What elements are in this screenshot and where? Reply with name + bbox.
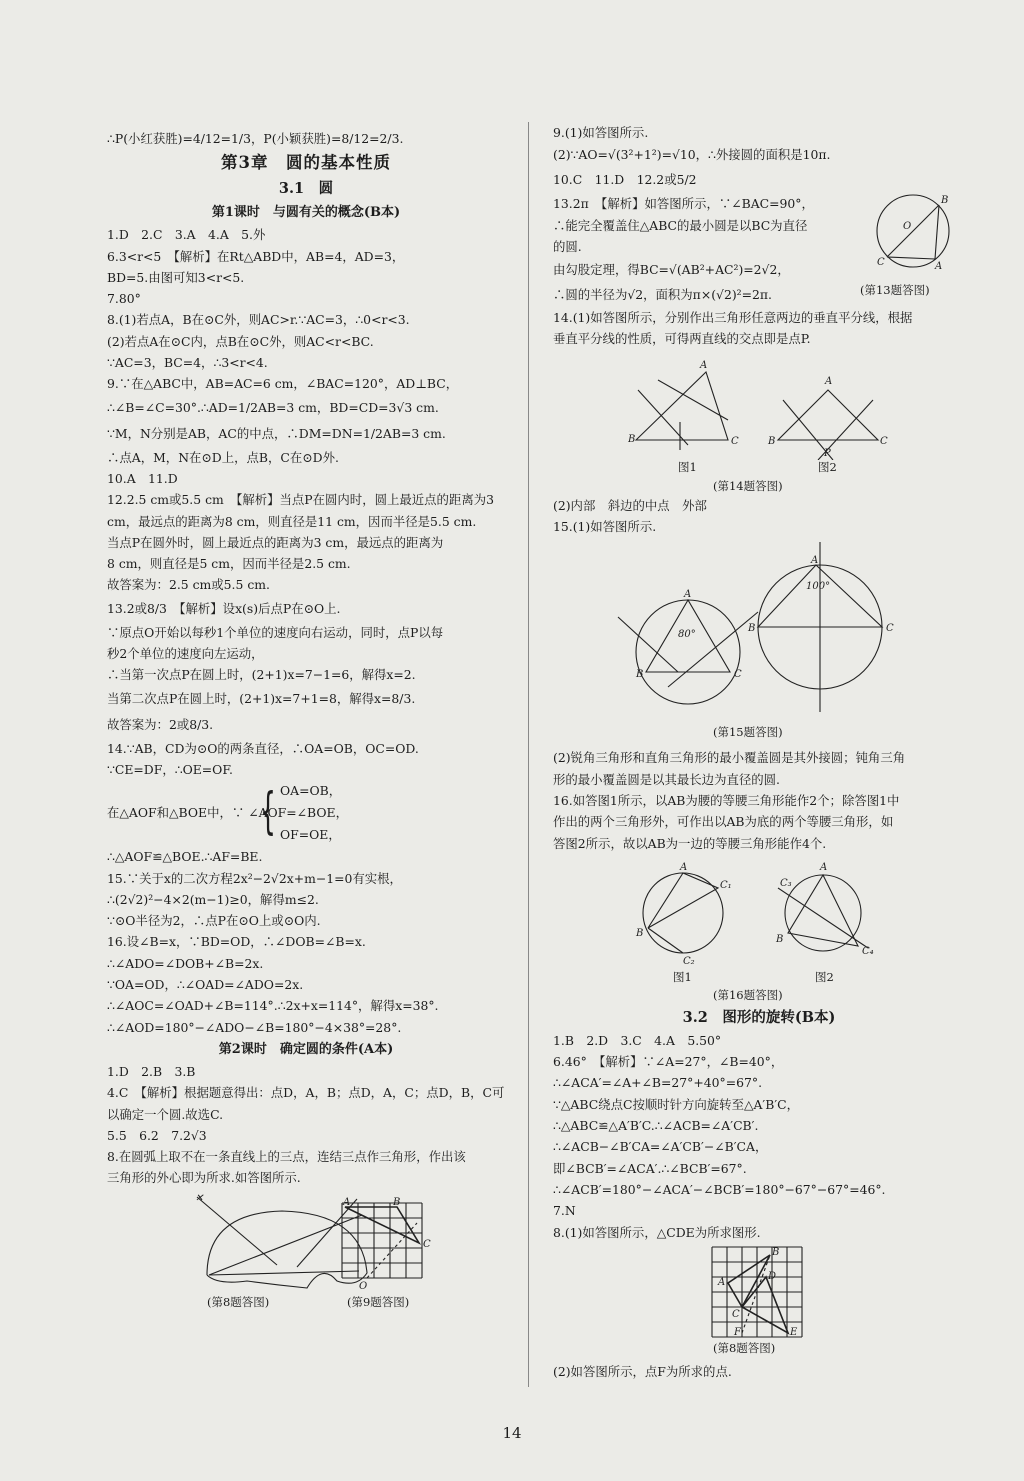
figure-caption: (第16题答图) [713, 987, 783, 1002]
text-line: cm，最远点的距离为8 cm，则直径是11 cm，因而半径是5.5 cm. [107, 513, 477, 529]
svg-text:D: D [768, 1270, 777, 1282]
left-figures [107, 1193, 505, 1313]
text-line: 16.设∠B=x，∵BD=OD，∴∠DOB=∠B=x. [107, 934, 366, 950]
text-line: 垂直平分线的性质，可得两直线的交点即是点P. [553, 331, 811, 347]
svg-text:A: A [684, 589, 692, 601]
column-divider [528, 122, 529, 1387]
svg-text:80°: 80° [678, 629, 696, 641]
figure-caption: (第13题答图) [860, 283, 930, 298]
svg-text:C₂: C₂ [683, 955, 695, 967]
left-column [107, 122, 505, 1313]
svg-text:O: O [359, 1280, 368, 1292]
svg-text:C: C [877, 257, 885, 269]
text-line: 6.3<r<5 【解析】在Rt△ABD中，AB=4，AD=3， [107, 248, 405, 264]
svg-text:C: C [731, 435, 739, 447]
text-line: 6.46° 【解析】∵∠A=27°，∠B=40°， [553, 1054, 784, 1070]
lesson-title: 第1课时 与圆有关的概念(B本) [211, 205, 401, 221]
text-line: 1.B 2.D 3.C 4.A 5.50° [553, 1032, 722, 1048]
q16-figure [553, 854, 965, 1004]
svg-text:B: B [636, 669, 644, 681]
text-line: ∴(2√2)²−4×2(m−1)≥0，解得m≤2. [107, 891, 319, 907]
text-line: ∴∠ACB−∠B′CA=∠A′CB′−∠B′CA， [553, 1139, 768, 1155]
text-line: 的圆. [553, 238, 582, 254]
grid [342, 1203, 422, 1278]
page-number: 14 [502, 1424, 522, 1442]
svg-text:A: A [700, 359, 708, 371]
text-line: (2)∵AO=√(3²+1²)=√10，∴外接圆的面积是10π. [553, 147, 831, 163]
section-title: 3.1 圆 [278, 180, 334, 198]
svg-text:C: C [886, 623, 894, 635]
text-line: ∵原点O开始以每秒1个单位的速度向右运动，同时，点P以每 [107, 624, 444, 640]
text-line: ∴圆的半径为√2，面积为π×(√2)²=2π. [553, 287, 772, 303]
svg-text:P: P [824, 447, 831, 459]
svg-text:A: A [935, 261, 943, 273]
figure-label: 图2 [815, 969, 834, 984]
svg-text:B: B [941, 195, 949, 207]
figure-caption: (第14题答图) [713, 478, 783, 493]
text-line: 作出的两个三角形外，可作出以AB为底的两个等腰三角形，如 [553, 814, 894, 830]
text-line: 14.∵AB，CD为⊙O的两条直径，∴OA=OB，OC=OD. [107, 740, 419, 756]
text-line: 9.∵在△ABC中，AB=AC=6 cm，∠BAC=120°，AD⊥BC， [107, 376, 459, 392]
text-line: ∴∠AOC=∠OAD+∠B=114°.∴2x+x=114°，解得x=38°. [107, 998, 439, 1014]
q8-grid-figure [553, 1243, 965, 1359]
svg-text:B: B [636, 927, 644, 939]
text-line: (2)锐角三角形和直角三角形的最小覆盖圆是其外接圆；钝角三角 [553, 750, 906, 766]
text-line: 当点P在圆外时，圆上最近点的距离为3 cm，最远点的距离为 [107, 534, 444, 550]
lesson-title: 第2课时 确定圆的条件(A本) [218, 1041, 394, 1057]
svg-text:O: O [903, 221, 912, 233]
text-line: 当第二次点P在圆上时，(2+1)x=7+1=8，解得x=8/3. [107, 690, 416, 706]
text-line: ∵OA=OD，∴∠OAD=∠ADO=2x. [107, 977, 304, 993]
q15-diagrams [608, 537, 948, 727]
text-line: 三角形的外心即为所求.如答图所示. [107, 1170, 301, 1186]
svg-text:C₃: C₃ [780, 877, 792, 889]
figure-label: 图2 [818, 459, 837, 474]
text-line: 7.N [553, 1203, 576, 1219]
text-line: 1.D 2.C 3.A 4.A 5.外 [107, 227, 266, 243]
text-line: 8 cm，则直径是5 cm，因而半径是2.5 cm. [107, 556, 351, 572]
text-line: (2)如答图所示，点F为所求的点. [553, 1363, 732, 1379]
text-line: 形的最小覆盖圆是以其最长边为直径的圆. [553, 771, 780, 787]
text-line: 14.(1)如答图所示，分别作出三角形任意两边的垂直平分线，根据 [553, 310, 913, 326]
q13-figure [863, 187, 963, 277]
text-line: 答图2所示，故以AB为一边的等腰三角形能作4个. [553, 835, 827, 851]
svg-text:B: B [628, 433, 636, 445]
text-line: ∵AC=3，BC=4，∴3<r<4. [107, 355, 268, 371]
text-line: 8.(1)如答图所示，△CDE为所求图形. [553, 1224, 761, 1240]
text-line: ∴P(小红获胜)=4/12=1/3，P(小颖获胜)=8/12=2/3. [107, 131, 404, 146]
text-line: ∵CE=DF，∴OE=OF. [107, 761, 233, 777]
svg-text:A: A [680, 861, 688, 873]
text-line: 16.如答图1所示，以AB为腰的等腰三角形能作2个；除答图1中 [553, 792, 900, 808]
figure-caption: (第8题答图) [207, 1294, 270, 1309]
text-line: (2)内部 斜边的中点 外部 [553, 497, 707, 513]
text-line: ∴△AOF≌△BOE.∴AF=BE. [107, 849, 263, 865]
svg-text:100°: 100° [806, 581, 831, 593]
system-row [107, 780, 505, 846]
text-line: ∴能完全覆盖住△ABC的最小圆是以BC为直径 [553, 217, 808, 233]
svg-text:B: B [768, 435, 776, 447]
text-line: 8.在圆弧上取不在一条直线上的三点，连结三点作三角形，作出该 [107, 1149, 466, 1165]
system-line: OF=OE， [280, 827, 341, 843]
text-line: 12.2.5 cm或5.5 cm 【解析】当点P在圆内时，圆上最近点的距离为3 [107, 492, 494, 508]
text-line: ∵⊙O半径为2，∴点P在⊙O上或⊙O内. [107, 913, 321, 929]
svg-text:B: B [748, 623, 756, 635]
q15-figure [553, 537, 965, 747]
text-line: 4.C 【解析】根据题意得出：点D，A，B；点D，A，C；点D，B，C可 [107, 1085, 505, 1101]
text-line: 15.∵关于x的二次方程2x²−2√2x+m−1=0有实根， [107, 870, 402, 886]
text-line: ∴点A，M，N在⊙D上，点B，C在⊙D外. [107, 449, 339, 465]
svg-text:B: B [393, 1196, 401, 1208]
text-line: ∴∠ACA′=∠A+∠B=27°+40°=67°. [553, 1075, 763, 1091]
chapter-title: 第3章 圆的基本性质 [221, 153, 391, 173]
svg-text:A: A [343, 1196, 351, 1208]
svg-text:C₄: C₄ [862, 945, 874, 957]
q14-diagrams [628, 350, 928, 460]
svg-text:C: C [880, 435, 888, 447]
text-line: ∵M，N分别是AB，AC的中点，∴DM=DN=1/2AB=3 cm. [107, 425, 446, 441]
text-line: 13.2或8/3 【解析】设x(s)后点P在⊙O上. [107, 600, 341, 616]
text-line: ∴∠ADO=∠DOB+∠B=2x. [107, 955, 264, 971]
section-title: 3.2 图形的旋转(B本) [682, 1008, 836, 1026]
text-line: 13.2π 【解析】如答图所示，∵∠BAC=90°， [553, 196, 814, 212]
q13-block [553, 193, 965, 307]
figure-caption: (第15题答图) [713, 725, 783, 740]
svg-text:C: C [423, 1238, 431, 1250]
svg-text:C: C [734, 669, 742, 681]
svg-text:A: A [718, 1276, 726, 1288]
figure-caption: (第9题答图) [347, 1294, 410, 1309]
svg-text:A: A [820, 861, 828, 873]
svg-text:A: A [811, 555, 819, 567]
text-line: 以确定一个圆.故选C. [107, 1106, 224, 1122]
q14-figure [553, 350, 965, 495]
text-line: 7.80° [107, 291, 141, 307]
text-line: 1.D 2.B 3.B [107, 1063, 196, 1079]
right-column [553, 122, 965, 1382]
system-line: OA=OB， [280, 783, 342, 799]
svg-text:C₁: C₁ [720, 879, 732, 891]
figure-label: 图1 [678, 459, 697, 474]
text-line: ∵△ABC绕点C按顺时针方向旋转至△A′B′C， [553, 1096, 800, 1112]
svg-text:A: A [825, 375, 833, 387]
text-line: (2)若点A在⊙C内，点B在⊙C外，则AC<r<BC. [107, 333, 374, 349]
svg-text:B: B [776, 933, 784, 945]
grid-figure [337, 1193, 437, 1293]
svg-text:E: E [790, 1326, 798, 1338]
system-line: 在△AOF和△BOE中，∵ ∠AOF=∠BOE， [107, 805, 348, 821]
text-line: 10.A 11.D [107, 470, 178, 486]
text-line: ∴∠AOD=180°−∠ADO−∠B=180°−4×38°=28°. [107, 1019, 402, 1035]
brace: { [260, 782, 276, 841]
text-line: 由勾股定理，得BC=√(AB²+AC²)=2√2， [553, 262, 790, 278]
q8-grid [708, 1243, 808, 1339]
svg-text:✕: ✕ [195, 1192, 204, 1204]
text-line: ∴当第一次点P在圆上时，(2+1)x=7−1=6，解得x=2. [107, 667, 416, 683]
figure-caption: (第8题答图) [713, 1340, 776, 1355]
svg-text:B: B [772, 1246, 780, 1258]
text-line: 故答案为：2或8/3. [107, 716, 214, 732]
q16-diagrams [628, 858, 928, 968]
svg-text:C: C [732, 1308, 740, 1320]
text-line: 10.C 11.D 12.2或5/2 [553, 172, 697, 188]
text-line: ∴∠ACB′=180°−∠ACA′−∠BCB′=180°−67°−67°=46°. [553, 1181, 886, 1197]
text-line: ∴△ABC≌△A′B′C.∴∠ACB=∠A′CB′. [553, 1118, 759, 1134]
text-line: 5.5 6.2 7.2√3 [107, 1127, 207, 1143]
text-line: 即∠BCB′=∠ACA′.∴∠BCB′=67°. [553, 1160, 747, 1176]
text-line: 秒2个单位的速度向左运动， [107, 646, 264, 662]
text-line: 15.(1)如答图所示. [553, 519, 657, 535]
text-line: BD=5.由图可知3<r<5. [107, 269, 245, 285]
figure-label: 图1 [673, 969, 692, 984]
text-line: 8.(1)若点A，B在⊙C外，则AC>r.∵AC=3，∴0<r<3. [107, 312, 410, 328]
text-line: ∴∠B=∠C=30°.∴AD=1/2AB=3 cm，BD=CD=3√3 cm. [107, 399, 439, 415]
text-line: 故答案为：2.5 cm或5.5 cm. [107, 577, 270, 593]
svg-text:F: F [734, 1326, 741, 1338]
text-line: 9.(1)如答图所示. [553, 125, 649, 140]
